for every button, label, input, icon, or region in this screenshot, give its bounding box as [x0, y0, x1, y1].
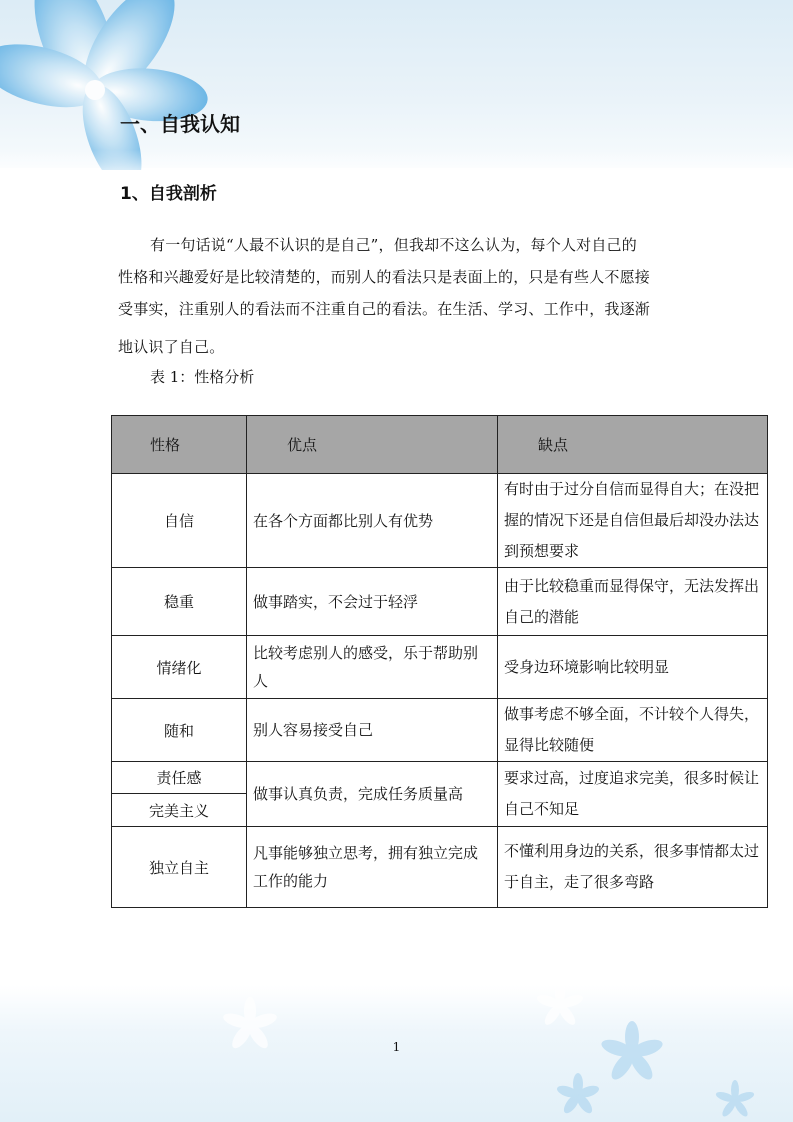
- trait-cell: 自信: [112, 474, 247, 568]
- table-row: [112, 568, 768, 636]
- table-row: [112, 474, 768, 568]
- paragraph-line: 有一句话说“人最不认识的是自己”，但我却不这么认为，每个人对自己的: [150, 236, 637, 254]
- personality-table: [111, 415, 768, 908]
- trait-cell: 情绪化: [112, 636, 247, 699]
- pro-cell: 凡事能够独立思考，拥有独立完成工作的能力: [247, 827, 498, 908]
- header-trait: 性格: [112, 416, 247, 474]
- pro-cell: 在各个方面都比别人有优势: [247, 474, 498, 568]
- header-cons: 缺点: [498, 416, 768, 474]
- con-cell: 受身边环境影响比较明显: [498, 636, 768, 699]
- pro-cell: 别人容易接受自己: [247, 699, 498, 762]
- pro-cell: 做事踏实，不会过于轻浮: [247, 568, 498, 636]
- table-row: [112, 827, 768, 908]
- table-row: [112, 699, 768, 762]
- paragraph-line: 受事实，注重别人的看法而不注重自己的看法。在生活、学习、工作中，我逐渐: [118, 300, 651, 318]
- table-header-row: [112, 416, 768, 474]
- section-heading: 一、自我认知: [120, 112, 240, 136]
- subsection-heading: 1、自我剖析: [120, 184, 217, 204]
- trait-cell: 独立自主: [112, 827, 247, 908]
- paragraph-line: 地认识了自己。: [118, 338, 225, 356]
- flower-decoration-icon: [0, 0, 220, 170]
- trait-cell: 责任感: [112, 762, 247, 794]
- trait-cell: 随和: [112, 699, 247, 762]
- header-pros: 优点: [247, 416, 498, 474]
- paragraph-line: 性格和兴趣爱好是比较清楚的，而别人的看法只是表面上的，只是有些人不愿接: [118, 268, 651, 286]
- table-row: [112, 762, 768, 794]
- pro-cell: 做事认真负责，完成任务质量高: [247, 762, 498, 827]
- intro-paragraph: [118, 229, 678, 363]
- table-row: [112, 636, 768, 699]
- page-number: 1: [392, 1040, 401, 1054]
- con-cell: 做事考虑不够全面，不计较个人得失，显得比较随便: [498, 699, 768, 762]
- con-cell: 有时由于过分自信而显得自大；在没把握的情况下还是自信但最后却没办法达到预想要求: [498, 474, 768, 568]
- pro-cell: 比较考虑别人的感受，乐于帮助别人: [247, 636, 498, 699]
- trait-cell: 完美主义: [112, 794, 247, 827]
- con-cell: 要求过高，过度追求完美，很多时候让自己不知足: [498, 762, 768, 827]
- con-cell: 由于比较稳重而显得保守，无法发挥出自己的潜能: [498, 568, 768, 636]
- con-cell: 不懂利用身边的关系，很多事情都太过于自主，走了很多弯路: [498, 827, 768, 908]
- table-caption: 表 1：性格分析: [150, 368, 255, 386]
- header-fade: [0, 150, 793, 180]
- trait-cell: 稳重: [112, 568, 247, 636]
